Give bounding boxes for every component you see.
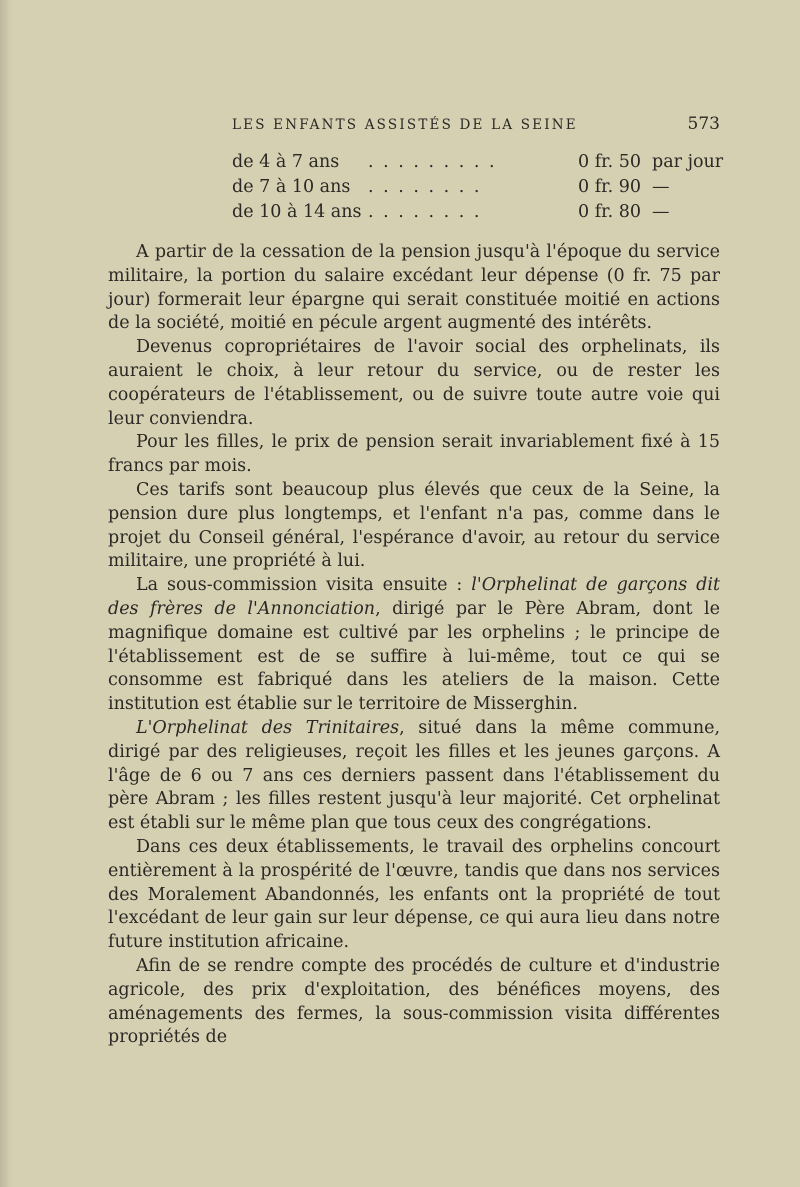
- rate-age: de 7 à 10 ans: [232, 177, 351, 197]
- paragraph: Pour les filles, le prix de pension serait invariablement fixé à 15 francs par mois.: [108, 432, 720, 477]
- rate-unit: —: [652, 177, 670, 197]
- rate-unit: —: [652, 202, 670, 222]
- paragraph: Afin de se rendre compte des procédés de culture et d'industrie agricole, des prix d'exploitation, des bénéfices moyens, des aménagements des fermes, la sous-commission visita différentes propriétés de: [108, 955, 720, 1048]
- rate-age: de 4 à 7 ans: [232, 152, 340, 172]
- paragraph: A partir de la cessation de la pension jusqu'à l'époque du service militaire, la portion du salaire excédant leur dépense (0 fr. 75 par jour) formerait leur épargne qui serait constituée moitié en actions de la société, moitié en pécule argent augmenté des intérêts.: [108, 242, 720, 334]
- paragraph-text: , dirigé par le Père Abram, dont le magnifique domaine est cultivé par les orphelins ; le principe de l'établissement est de se suffire à lui-même, tout ce qui se consomme est fabriqué dans les ateliers de la maison. Cette institution est établie sur le territoire de Misserghin.: [108, 598, 720, 715]
- orphanage-name-trinitaires: L'Orphelinat des Trinitaires: [136, 717, 400, 738]
- page-number: 573: [687, 114, 720, 134]
- paragraph-text: La sous-commission visita ensuite :: [136, 575, 472, 596]
- orphanage-name-annonciation: l'Orphelinat de garçons dit des frères de l'Annonciation: [108, 575, 720, 619]
- paragraph: Ces tarifs sont beaucoup plus élevés que ceux de la Seine, la pension dure plus longtemps, et l'enfant n'a pas, comme dans le projet du Conseil général, l'espérance d'avoir, au retour du service militaire, une propriété à lui.: [108, 479, 720, 572]
- rate-amount: 0 fr. 50: [578, 152, 642, 172]
- running-header: [108, 114, 720, 138]
- page-edge: [0, 0, 12, 1187]
- rate-amount: 0 fr. 90: [578, 177, 642, 197]
- body-text: [108, 241, 720, 1050]
- rate-row: [232, 175, 732, 200]
- leader-dots: . . . . . . . .: [368, 202, 482, 222]
- running-title: LES ENFANTS ASSISTÉS DE LA SEINE: [232, 117, 578, 133]
- rate-age: de 10 à 14 ans: [232, 202, 362, 222]
- rate-amount: 0 fr. 80: [578, 202, 642, 222]
- pension-rates-table: [232, 150, 732, 225]
- paragraph-text: , situé dans la même commune, dirigé par des religieuses, reçoit les filles et les jeunes garçons. A l'âge de 6 ou 7 ans ces derniers passent dans l'établissement du père Abram ; les filles restent jusqu'à leur majorité. Cet orphelinat est établi sur le même plan que tous ceux des congrégations.: [108, 717, 721, 834]
- leader-dots: . . . . . . . .: [368, 177, 482, 197]
- paragraph: Dans ces deux établissements, le travail des orphelins concourt entièrement à la prospérité de l'œuvre, tandis que dans nos services des Moralement Abandonnés, les enfants ont la propriété de tout l'excédant de leur gain sur leur dépense, ce qui aura lieu dans notre future institution africaine.: [108, 836, 720, 953]
- paragraph: [108, 717, 720, 836]
- rate-row: [232, 150, 732, 175]
- rate-unit: par jour: [652, 152, 724, 172]
- paragraph: [108, 574, 720, 717]
- paragraph: Devenus copropriétaires de l'avoir social des orphelinats, ils auraient le choix, à leur retour du service, ou de rester les coopérateurs de l'établissement, ou de suivre toute autre voie qui leur conviendra.: [108, 337, 720, 429]
- rate-row: [232, 200, 732, 225]
- leader-dots: . . . . . . . . .: [368, 152, 497, 172]
